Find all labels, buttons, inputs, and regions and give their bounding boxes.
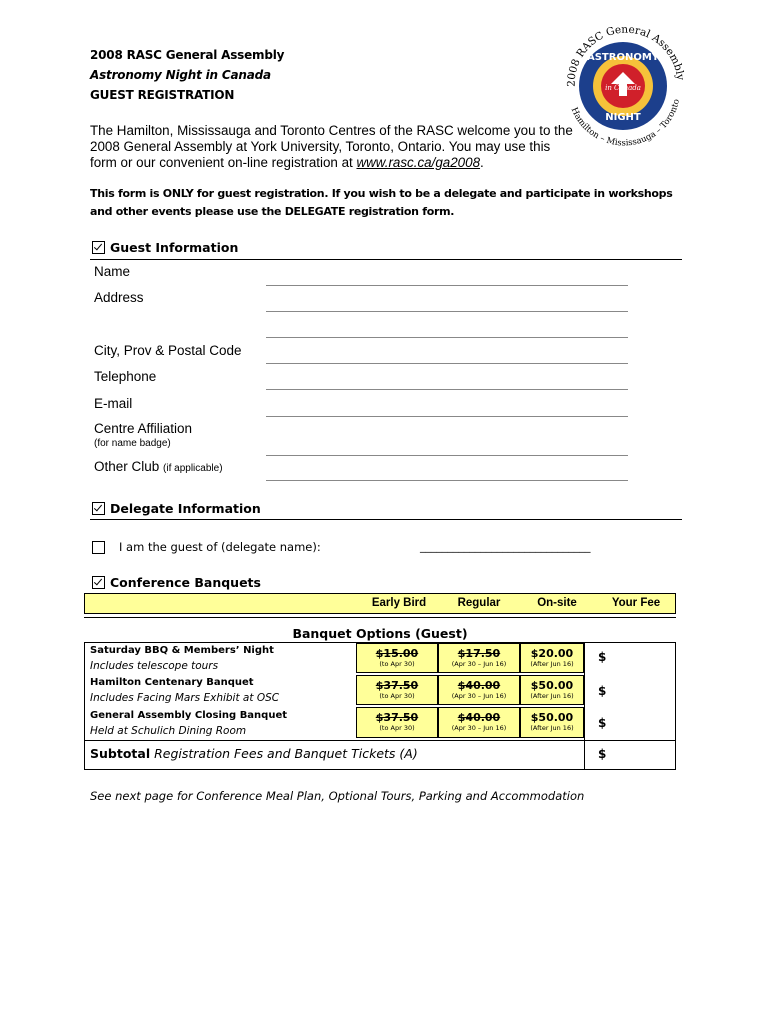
banquet-3-name: General Assembly Closing Banquet (90, 710, 288, 721)
logo-in-canada: in Canada (605, 84, 641, 92)
banquet-1-onsite-note: (After Jun 16) (530, 660, 574, 668)
subtotal-fee[interactable]: $ (598, 747, 607, 761)
banquet-3-early-cell[interactable] (356, 707, 438, 738)
banquet-1-name: Saturday BBQ & Members’ Night (90, 645, 274, 656)
logo-ring-top: 2008 RASC General Assembly (565, 23, 687, 87)
email-label: E-mail (94, 396, 133, 411)
logo-astronomy: ASTRONOMY (586, 52, 660, 63)
banquet-2-regular-note: (Apr 30 – Jun 16) (451, 692, 507, 700)
banquet-1-onsite-cell[interactable] (520, 643, 584, 673)
guest-of-row (92, 540, 321, 554)
banquets-title: Conference Banquets (110, 575, 261, 590)
banquet-1-regular-price: $17.50 (457, 647, 501, 660)
guest-info-title: Guest Information (110, 240, 239, 255)
col-early-bird: Early Bird (371, 597, 427, 609)
address-field-2[interactable] (266, 337, 628, 338)
banquet-1-desc: Includes telescope tours (90, 660, 219, 672)
other-club-note: (if applicable) (163, 463, 223, 474)
delegate-info-title: Delegate Information (110, 501, 261, 516)
subtotal-bold: Subtotal (90, 746, 151, 761)
banquet-options-title: Banquet Options (Guest) (292, 626, 468, 641)
banquet-2-name: Hamilton Centenary Banquet (90, 677, 254, 688)
guest-of-checkbox[interactable] (92, 541, 105, 554)
logo-night: NIGHT (605, 112, 641, 123)
banquet-3-onsite-price: $50.00 (530, 711, 574, 724)
banquet-2-regular-price: $40.00 (457, 679, 501, 692)
banquet-1-early-price: $15.00 (375, 647, 419, 660)
section-rule (90, 519, 682, 520)
centre-label: Centre Affiliation (94, 421, 193, 436)
banquets-heading (92, 575, 261, 590)
table-rule (84, 617, 676, 618)
telephone-field[interactable] (266, 389, 628, 390)
banquet-1-early-note: (to Apr 30) (379, 660, 415, 668)
banquet-3-regular-cell[interactable] (438, 707, 520, 738)
intro-text: The Hamilton, Mississauga and Toronto Centres of the RASC welcome you to the 2008 General Assembly at York University, Toronto, Ontario. You may use this form or our convenient on-line registration at (90, 123, 573, 170)
banquet-2-fee[interactable]: $ (598, 684, 607, 698)
banquet-1-regular-cell[interactable] (438, 643, 520, 673)
other-club-label (94, 459, 223, 474)
col-onsite: On-site (537, 597, 577, 609)
banquet-3-regular-note: (Apr 30 – Jun 16) (451, 724, 507, 732)
banquet-3-fee[interactable]: $ (598, 716, 607, 730)
name-label: Name (94, 264, 131, 279)
checked-box-icon (92, 576, 105, 589)
banquet-2-desc: Includes Facing Mars Exhibit at OSC (90, 692, 280, 704)
delegate-name-field[interactable]: _______________________________ (420, 540, 591, 553)
table-rule (84, 740, 676, 741)
centre-note: (for name badge) (94, 438, 171, 449)
banquet-1-regular-note: (Apr 30 – Jun 16) (451, 660, 507, 668)
centre-field[interactable] (266, 455, 628, 456)
banquet-1-onsite-price: $20.00 (530, 647, 574, 660)
subtotal-rest: Registration Fees and Banquet Tickets (A) (150, 746, 418, 761)
banquet-3-regular-price: $40.00 (457, 711, 501, 724)
header-subtitle: Astronomy Night in Canada (90, 68, 271, 82)
subtotal-label (90, 746, 418, 761)
banquet-2-onsite-price: $50.00 (530, 679, 574, 692)
banquet-3-early-price: $37.50 (375, 711, 419, 724)
other-club-text: Other Club (94, 459, 160, 474)
banquet-3-desc: Held at Schulich Dining Room (90, 725, 247, 737)
address-field-1[interactable] (266, 311, 628, 312)
banquet-3-onsite-note: (After Jun 16) (530, 724, 574, 732)
checked-box-icon (92, 502, 105, 515)
header-form-type: GUEST REGISTRATION (90, 88, 235, 102)
intro-paragraph (90, 123, 580, 171)
banquet-2-onsite-cell[interactable] (520, 675, 584, 705)
intro-end: . (480, 155, 484, 170)
registration-link[interactable]: www.rasc.ca/ga2008 (356, 155, 481, 170)
name-field[interactable] (266, 285, 628, 286)
email-field[interactable] (266, 416, 628, 417)
col-your-fee: Your Fee (611, 597, 661, 609)
section-rule (90, 259, 682, 260)
header-title: 2008 RASC General Assembly (90, 48, 285, 62)
logo-ring-bottom: Hamilton – Mississauga – Toronto (568, 98, 683, 149)
delegate-info-heading (92, 501, 261, 516)
banquet-2-early-cell[interactable] (356, 675, 438, 705)
banquet-3-early-note: (to Apr 30) (379, 724, 415, 732)
checked-box-icon (92, 241, 105, 254)
city-field[interactable] (266, 363, 628, 364)
guest-info-heading (92, 240, 238, 255)
guest-only-notice: This form is ONLY for guest registration. If you wish to be a delegate and participate in workshops and other events please use the DELEGATE registration form. (90, 187, 673, 218)
col-regular: Regular (457, 597, 501, 609)
other-club-field[interactable] (266, 480, 628, 481)
footer-note: See next page for Conference Meal Plan, Optional Tours, Parking and Accommodation (90, 789, 585, 803)
banquet-1-fee[interactable]: $ (598, 650, 607, 664)
banquet-1-early-cell[interactable] (356, 643, 438, 673)
fee-column-divider (584, 642, 585, 770)
banquet-3-onsite-cell[interactable] (520, 707, 584, 738)
banquet-2-early-price: $37.50 (375, 679, 419, 692)
banquet-2-regular-cell[interactable] (438, 675, 520, 705)
banquet-2-onsite-note: (After Jun 16) (530, 692, 574, 700)
address-label: Address (94, 290, 144, 305)
city-label: City, Prov & Postal Code (94, 343, 242, 358)
guest-of-label: I am the guest of (delegate name): (119, 540, 321, 554)
telephone-label: Telephone (94, 369, 157, 384)
banquet-2-early-note: (to Apr 30) (379, 692, 415, 700)
